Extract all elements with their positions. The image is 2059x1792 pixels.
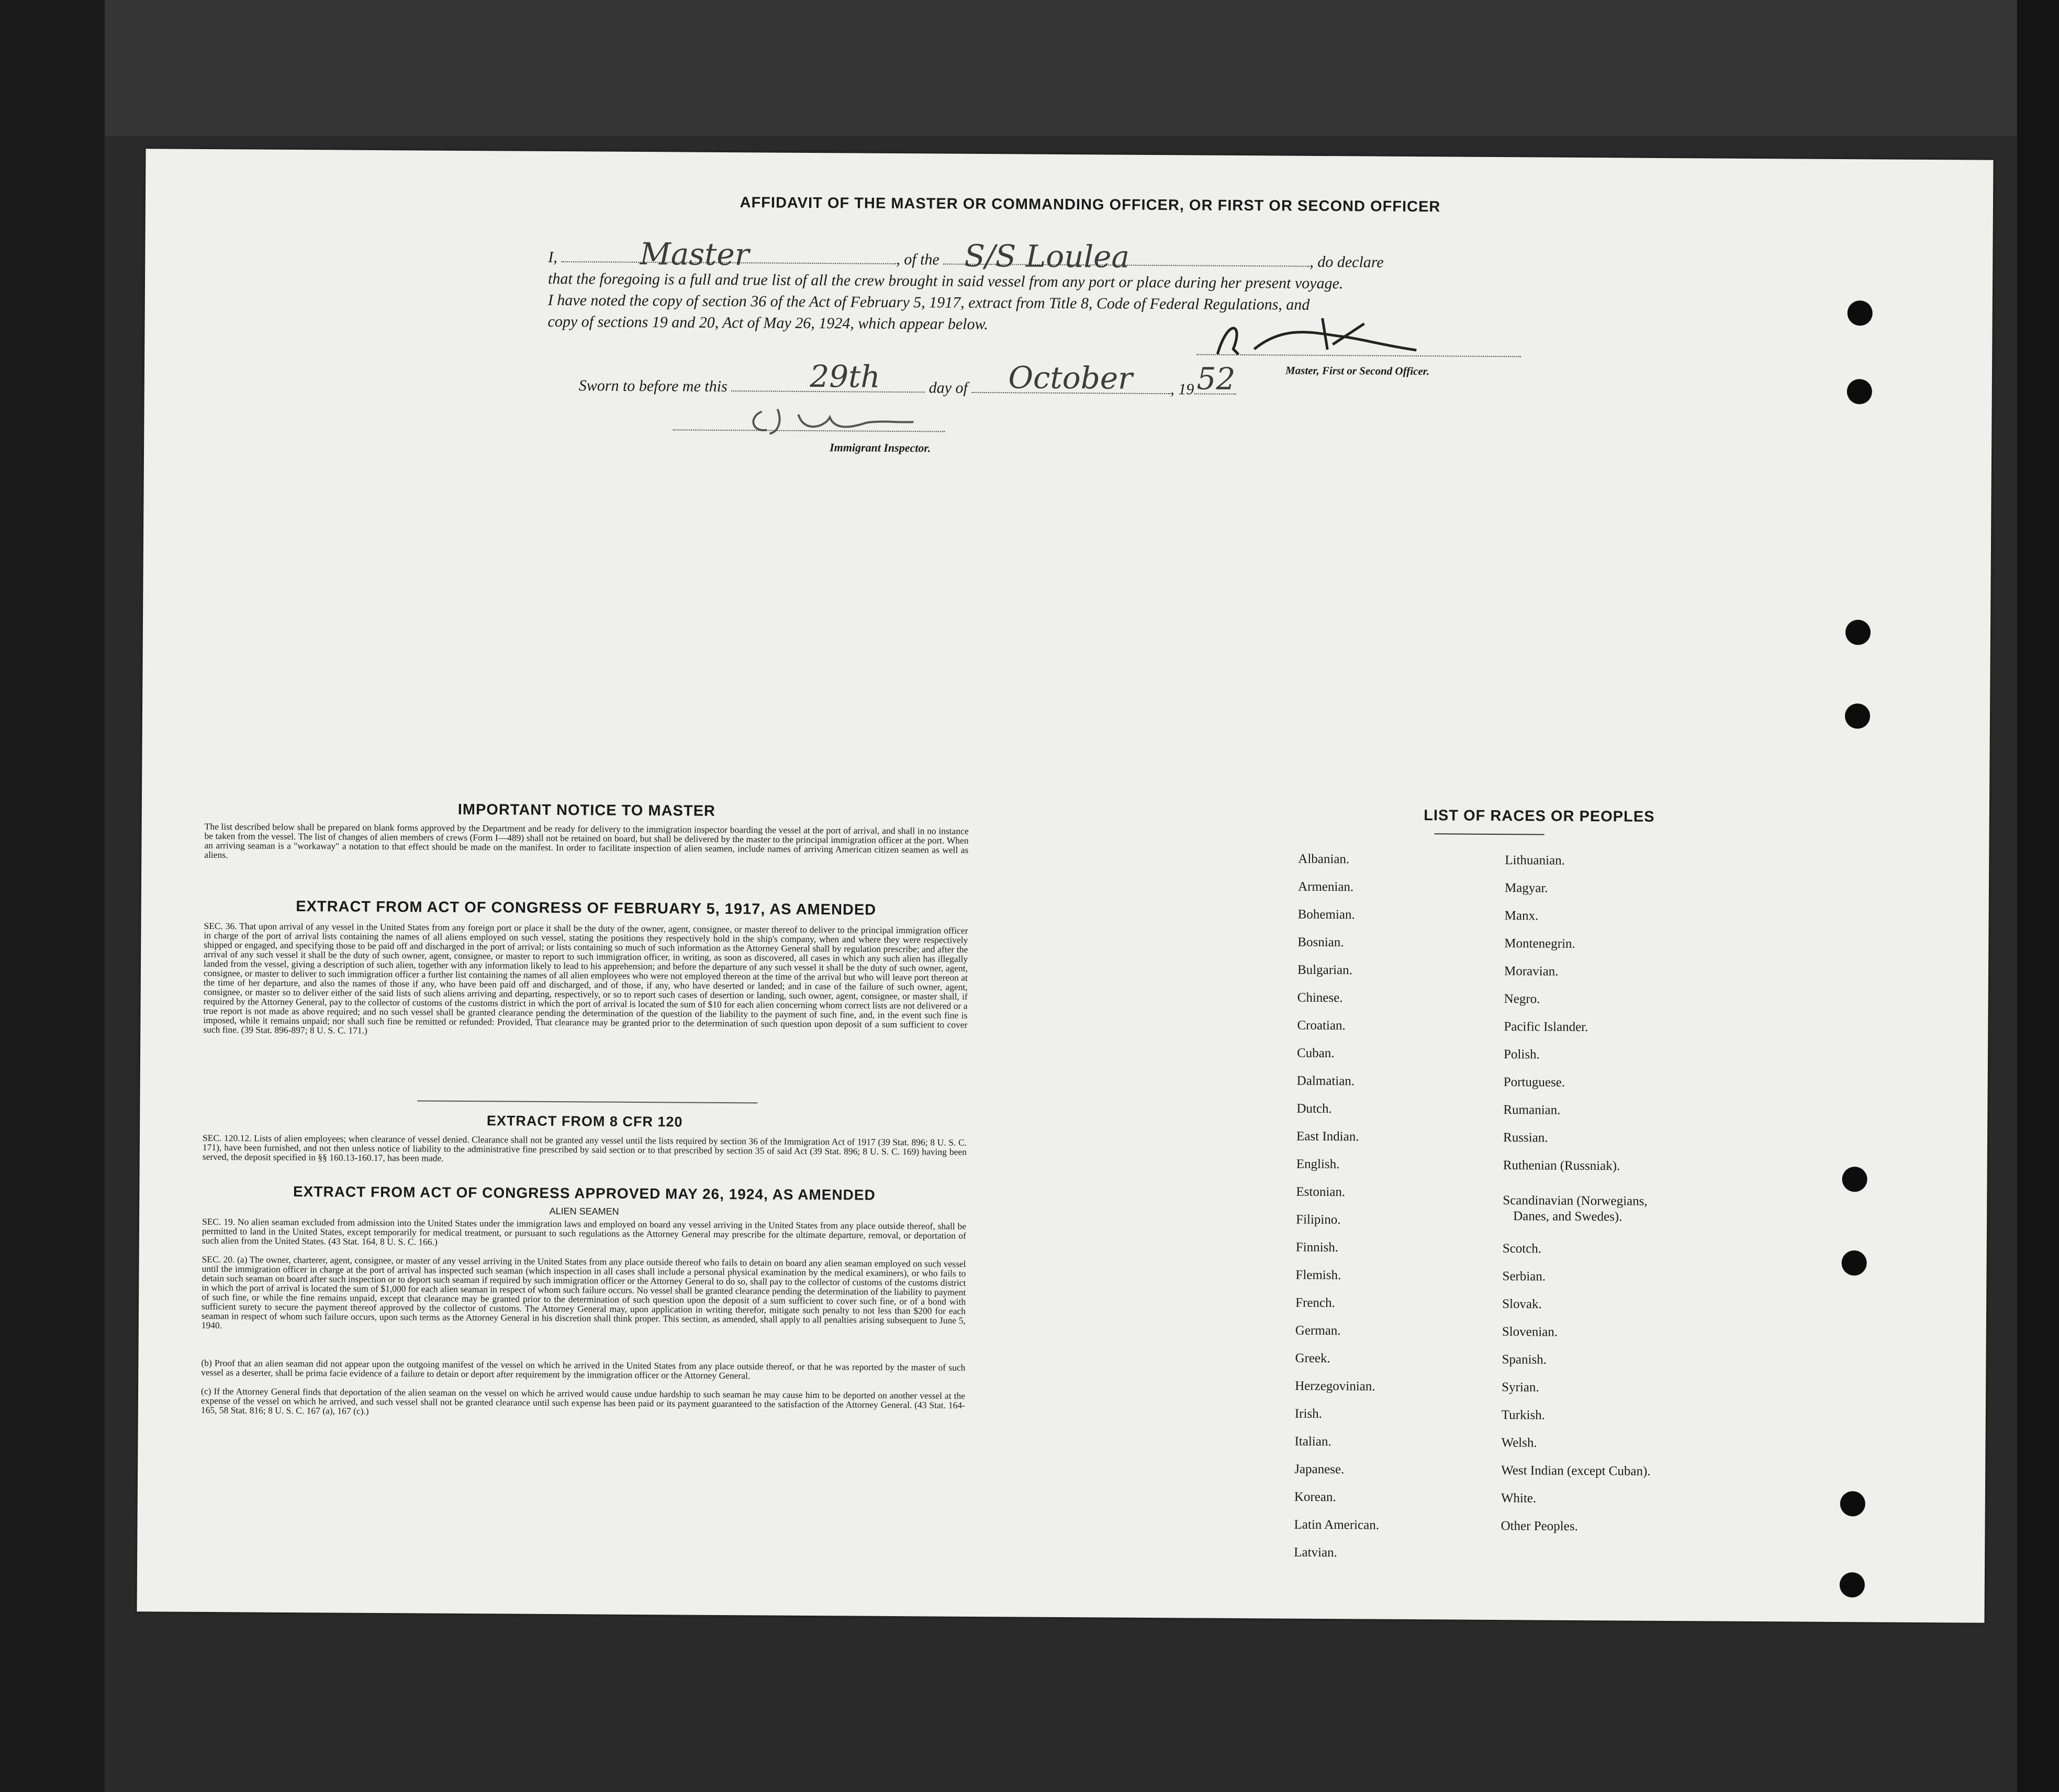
race-item: Russian.	[1503, 1130, 1548, 1145]
race-item: Irish.	[1294, 1406, 1323, 1421]
extract-cfr-text: SEC. 120.12. Lists of alien employees; when clearance of vessel denied. Clearance shall not be granted any vessel until the lists required by section 36 of the Immigration Act of 1917 (39 Stat. 896; 8 U. S. C. 171), have been furnished, and not then unless notice of liability to the administrative fine prescribed by said section or to that prescribed by section 35 of said Act (39 Stat. 896; 8 U. S. C. 169) having been served, the deposit specified in §§ 160.13-160.17, has been made.	[202, 1132, 967, 1163]
extract-1917-text: SEC. 36. That upon arrival of any vessel in the United States from any foreign port or place it shall be the duty of the owner, agent, consignee, or master thereof to deliver to the principal immigration officer in charge of the port of arrival lists containing the names of all aliens employed on such vessel, stating the positions they respectively hold in the ship's company, when and where they were respectively shipped or engaged, and specifying those to be paid off and discharged in the port of arrival; or lists containing so much of such information as the Attorney General shall by regulation prescribe; and after the arrival of any such vessel it shall be the duty of such owner, agent, consignee, or master to report to such immigration officer, in writing, as soon as discovered, all cases in which any such alien has illegally landed from the vessel, giving a description of such alien, together with any information likely to lead to his apprehension; and before the departure of any such vessel it shall be the duty of such owner, agent, consignee, or master to deliver to such immigration officer a further list containing the names of all alien employees who were not employed thereon at the time of the arrival but who will leave port thereon at the time of her departure, and also the names of those if any, who have been paid off and discharged, and of those, if any, who have deserted or landed; and in case of the failure of such owner, agent, consignee, or master so to deliver either of the said lists of such aliens arriving and departing, respectively, or so to report such cases of desertion or landing, such owner, agent, consignee, or master shall, if required by the Attorney General, pay to the collector of customs of the customs district in which the port of arrival is located the sum of $10 for each alien concerning whom correct lists are not delivered or a true report is not made as above required; and no such vessel shall be granted clearance pending the determination of the question of the liability to the payment of such fine, and, in the event such fine is imposed, while it remains unpaid; nor shall such fine be remitted or refunded: Provided, That clearance may be granted prior to the determination of such question upon deposit of a sum sufficient to cover such fine. (39 Stat. 896-897; 8 U. S. C. 171.)	[203, 920, 968, 1036]
race-item: Syrian.	[1502, 1380, 1539, 1395]
race-item: Magyar.	[1504, 881, 1548, 895]
affidavit-title: AFFIDAVIT OF THE MASTER OR COMMANDING OFFICER, OR FIRST OR SECOND OFFICER	[740, 194, 1441, 216]
extract-1924-subtitle: ALIEN SEAMEN	[549, 1205, 619, 1217]
vessel-field	[943, 238, 1310, 275]
declaration-line-3: I have noted the copy of section 36 of the Act of February 5, 1917, extract from Title 8, Code of Federal Regulations, and	[547, 291, 1310, 313]
race-item: Filipino.	[1296, 1212, 1341, 1227]
master-signature	[1207, 312, 1427, 372]
punch-hole	[1841, 1250, 1866, 1275]
race-item: Manx.	[1504, 909, 1539, 923]
race-item: Bohemian.	[1297, 907, 1355, 922]
race-item: Slovak.	[1502, 1297, 1542, 1312]
race-item: Montenegrin.	[1504, 936, 1575, 951]
rank-field	[561, 236, 896, 273]
race-item: Dalmatian.	[1296, 1073, 1355, 1089]
handwritten-month: October	[1008, 360, 1133, 396]
extract-1924-sec20c: (c) If the Attorney General finds that deportation of the alien seaman on the vessel on which he arrived would cause undue hardship to such seaman he may cause him to be deported on another vessel at the expense of the vessel on which he arrived, and such vessel shall not be granted clearance until such expense has been paid or its payment guaranteed to the satisfaction of the Attorney General. (43 Stat. 164-165, 58 Stat. 816; 8 U. S. C. 167 (a), 167 (c).)	[200, 1385, 966, 1416]
race-item: East Indian.	[1296, 1129, 1359, 1144]
handwritten-vessel: S/S Loulea	[964, 238, 1130, 275]
month-field	[971, 360, 1170, 396]
extract-1924-title: EXTRACT FROM ACT OF CONGRESS APPROVED MAY 26, 1924, AS AMENDED	[293, 1183, 876, 1203]
punch-hole	[1847, 379, 1872, 404]
extract-cfr-title: EXTRACT FROM 8 CFR 120	[486, 1113, 683, 1130]
race-item: Welsh.	[1501, 1436, 1537, 1450]
race-item: Lithuanian.	[1505, 853, 1565, 868]
race-item: Negro.	[1504, 992, 1540, 1006]
race-item: German.	[1295, 1323, 1341, 1338]
race-item: Flemish.	[1295, 1268, 1341, 1283]
punch-hole	[1842, 1167, 1867, 1192]
race-item: Dutch.	[1296, 1101, 1332, 1116]
punch-hole	[1840, 1572, 1865, 1597]
scan-border-top	[0, 0, 2059, 136]
extract-1924-sec20b: (b) Proof that an alien seaman did not appear upon the outgoing manifest of the vessel on which he arrived in the United States from any place outside thereof, or that he was reported by the master of such vessel as a deserter, shall be prima facie evidence of a failure to detain or deport after requirement by the immigration officer or the Attorney General.	[201, 1357, 966, 1381]
race-item: Albanian.	[1298, 852, 1350, 867]
race-item: Scandinavian (Norwegians,	[1503, 1193, 1648, 1208]
race-item: Japanese.	[1294, 1462, 1345, 1477]
races-title: LIST OF RACES OR PEOPLES	[1424, 807, 1655, 825]
declaration-line-4: copy of sections 19 and 20, Act of May 26, 1924, which appear below.	[547, 312, 988, 333]
race-item: Slovenian.	[1502, 1325, 1558, 1339]
race-item: Herzegovinian.	[1295, 1379, 1375, 1394]
notice-title: IMPORTANT NOTICE TO MASTER	[457, 801, 716, 820]
year-field	[1194, 361, 1236, 397]
notice-text: The list described below shall be prepared on blank forms approved by the Department and be ready for delivery to the immigration inspector boarding the vessel at the port of arrival, and shall in no instance be taken from the vessel. The list of changes of alien members of crews (Form I—489) shall not be retained on board, but shall be delivered by the master to the principal immigration officer at the port. When an arriving seaman is a "workaway" a notation to that effect should be made on the manifest. In order to facilitate inspection of alien seamen, include names of arriving American citizen seamen as well as aliens.	[204, 821, 969, 860]
race-item: Chinese.	[1297, 990, 1343, 1005]
race-item: Latin American.	[1294, 1517, 1380, 1532]
scan-border-right	[2017, 0, 2059, 1792]
race-item: Armenian.	[1297, 879, 1354, 894]
punch-hole	[1845, 620, 1871, 645]
race-item: Bosnian.	[1297, 935, 1344, 950]
race-item: Turkish.	[1501, 1408, 1546, 1423]
extract-1924-sec20a: SEC. 20. (a) The owner, charterer, agent, consignee, or master of any vessel arriving in the United States from any place outside thereof who fails to detain on board any alien seaman employed on such vessel until the immigration officer in charge at the port of arrival has inspected such seaman (which inspection in all cases shall include a personal physical examination by the medical examiners), or who fails to detain such seaman on board after such inspection or to deport such seaman if required by such immigration officer or the Attorney General to do so, shall pay to the collector of customs of the customs district in which the port of arrival is located the sum of $1,000 for each alien seaman in respect of whom such failure occurs. No vessel shall be granted clearance pending the determination of the liability to payment of such fine, or while the fine remains unpaid, except that clearance may be granted prior to the determination of such question upon the deposit of a sum sufficient to cover such fine, or of a bond with sufficient surety to secure the payment thereof approved by the collector of customs. The Attorney General may, upon application in writing therefor, mitigate such penalty to not less than $200 for each seaman in respect of whom such failure occurs, upon such terms as the Attorney General in his discretion shall think proper. This section, as amended, shall apply to all penalties arising subsequent to June 5, 1940.	[201, 1253, 966, 1331]
sworn-line: Sworn to before me this 29th day of October , 19 52	[578, 359, 1236, 398]
race-item: English.	[1296, 1157, 1340, 1172]
race-item: Scotch.	[1502, 1241, 1542, 1256]
day-field	[731, 359, 925, 395]
race-item: Bulgarian.	[1297, 962, 1352, 978]
divider	[417, 1100, 757, 1103]
punch-hole	[1848, 300, 1873, 326]
race-item: Croatian.	[1297, 1018, 1346, 1033]
race-item: Other Peoples.	[1501, 1519, 1578, 1534]
race-item: Serbian.	[1502, 1269, 1546, 1284]
handwritten-day: 29th	[810, 359, 880, 395]
race-item: French.	[1295, 1295, 1335, 1311]
document-page	[137, 149, 1993, 1623]
extract-1924-sec19: SEC. 19. No alien seaman excluded from admission into the United States under the immigration laws and employed on board any vessel arriving in the United States from any place outside thereof, shall be permitted to land in the United States, except temporarily for medical treatment, or pursuant to such regulations as the Attorney General may prescribe for the ultimate departure, removal, or deportation of such alien from the United States. (43 Stat. 164, 8 U. S. C. 166.)	[202, 1216, 967, 1247]
race-item: Polish.	[1503, 1047, 1540, 1062]
handwritten-year: 52	[1196, 361, 1236, 397]
race-item: White.	[1501, 1491, 1537, 1506]
punch-hole	[1845, 703, 1870, 729]
inspector-signature	[746, 401, 924, 439]
race-item: Spanish.	[1502, 1352, 1547, 1367]
race-item: Pacific Islander.	[1504, 1020, 1588, 1035]
punch-hole	[1840, 1491, 1865, 1516]
handwritten-rank: Master	[640, 236, 749, 273]
race-item: Ruthenian (Russniak).	[1503, 1158, 1620, 1173]
scan-border-left	[0, 0, 105, 1792]
race-item: Rumanian.	[1503, 1103, 1561, 1117]
race-item: Estonian.	[1296, 1184, 1346, 1200]
race-item: Moravian.	[1504, 964, 1559, 979]
race-item: Portuguese.	[1503, 1075, 1565, 1090]
declaration-line-2: that the foregoing is a full and true list of all the crew brought in said vessel from any port or place during her present voyage.	[547, 270, 1344, 293]
race-item: Cuban.	[1296, 1046, 1335, 1061]
inspector-caption: Immigrant Inspector.	[830, 441, 931, 455]
race-item: Finnish.	[1295, 1240, 1339, 1255]
races-divider	[1435, 833, 1545, 835]
signature-caption: Master, First or Second Officer.	[1285, 364, 1430, 378]
declaration-line-1: I, Master , of the S/S Loulea , do declare	[548, 236, 1384, 275]
extract-1917-title: EXTRACT FROM ACT OF CONGRESS OF FEBRUARY 5, 1917, AS AMENDED	[296, 898, 877, 919]
race-item: Latvian.	[1294, 1545, 1337, 1560]
race-item: West Indian (except Cuban).	[1501, 1463, 1651, 1479]
race-item: Italian.	[1294, 1434, 1331, 1449]
race-item: Danes, and Swedes).	[1513, 1209, 1622, 1224]
race-item: Korean.	[1294, 1489, 1336, 1505]
race-item: Greek.	[1295, 1351, 1330, 1366]
